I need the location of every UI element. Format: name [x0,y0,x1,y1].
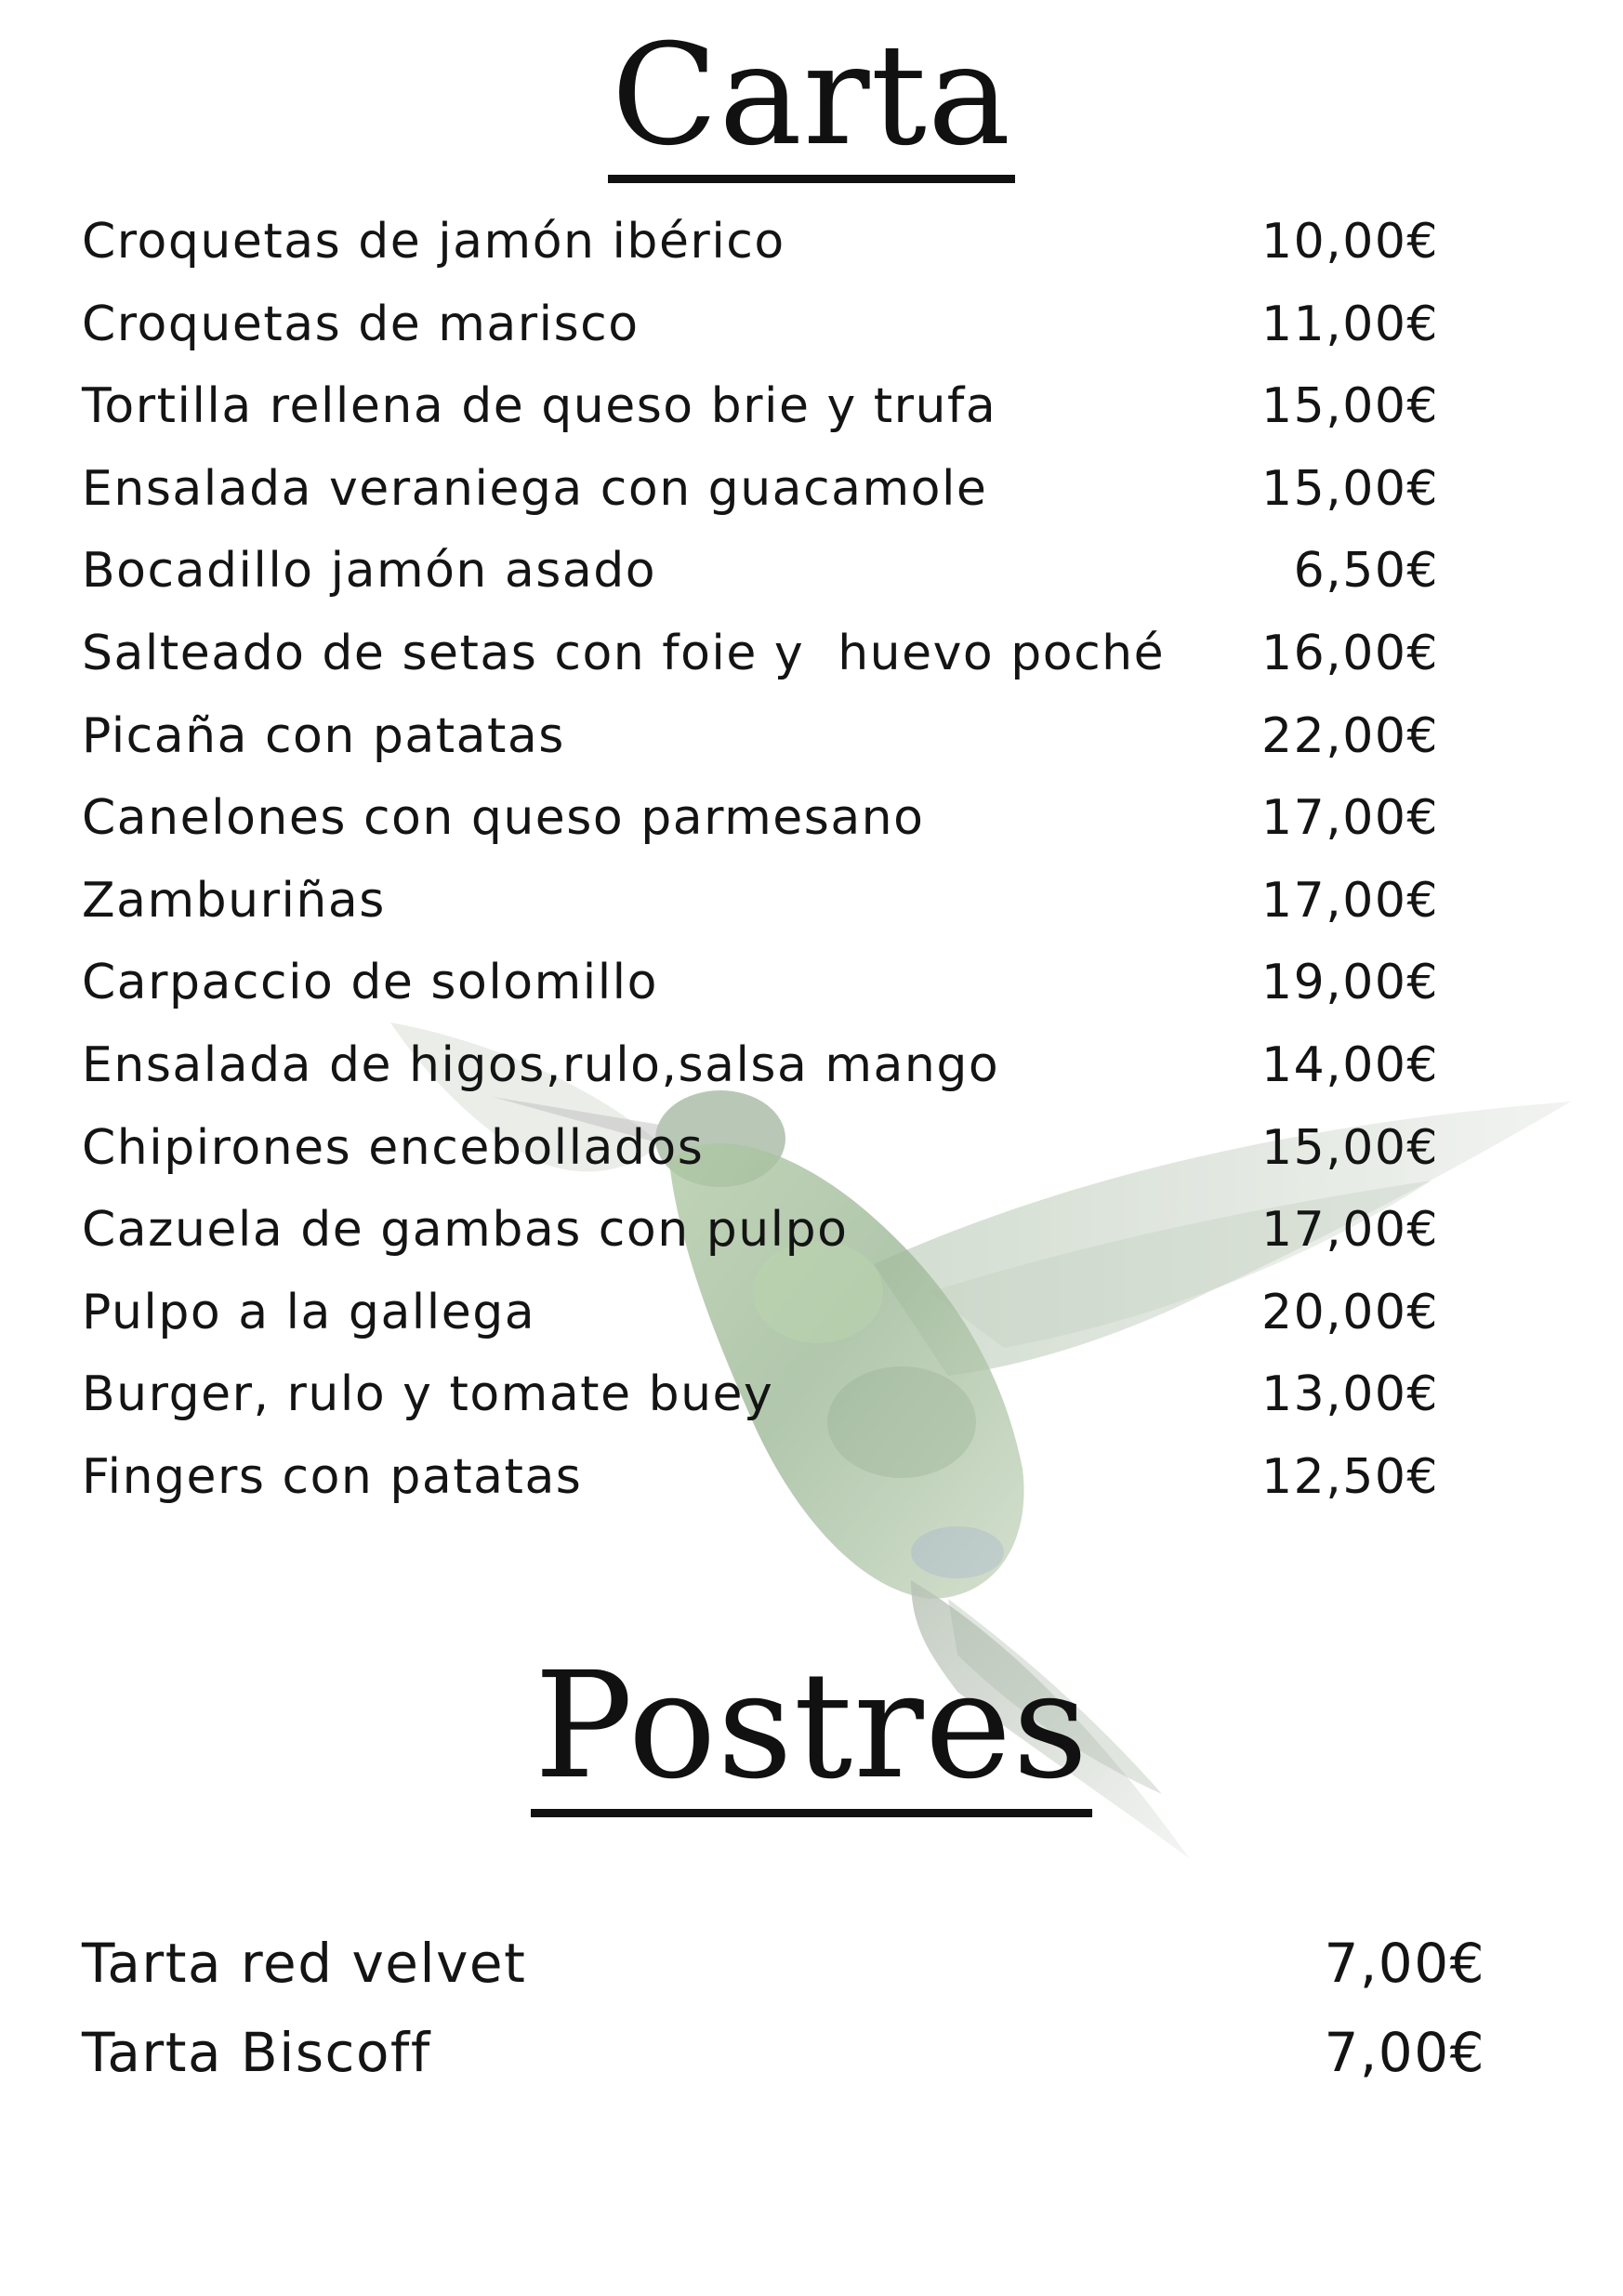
list-item [82,1926,1485,2015]
dish-price: 13,00€ [1261,1366,1439,1423]
dish-price: 14,00€ [1261,1036,1439,1093]
dish-name: Croquetas de jamón ibérico [82,214,785,270]
dish-price: 6,50€ [1293,543,1439,600]
dish-price: 20,00€ [1261,1284,1439,1340]
carta-list [82,212,1439,1530]
dish-price: 17,00€ [1261,790,1439,847]
list-item [82,2015,1485,2105]
list-item [82,1447,1439,1530]
dish-name: Zamburiñas [82,872,386,929]
list-item [82,788,1439,871]
dish-price: 15,00€ [1261,378,1439,435]
list-item [82,1118,1439,1201]
carta-title: Carta [608,26,1016,183]
list-item [82,1365,1439,1447]
dish-price: 16,00€ [1261,625,1439,681]
list-item [82,212,1439,295]
postres-list [82,1926,1485,2105]
carta-heading [0,15,1623,183]
dish-name: Tortilla rellena de queso brie y trufa [82,378,997,435]
dish-name: Chipirones encebollados [82,1119,705,1176]
dish-name: Canelones con queso parmesano [82,790,925,847]
dish-price: 17,00€ [1261,1202,1439,1259]
list-item [82,376,1439,459]
dessert-name: Tarta red velvet [82,1932,527,1995]
dish-name: Carpaccio de solomillo [82,955,658,1011]
dessert-price: 7,00€ [1324,2021,1485,2084]
list-item [82,541,1439,624]
dish-price: 15,00€ [1261,460,1439,517]
postres-title: Postres [531,1653,1093,1817]
dish-price: 19,00€ [1261,955,1439,1011]
dish-price: 12,50€ [1261,1448,1439,1505]
dish-name: Ensalada veraniega con guacamole [82,460,988,517]
dish-name: Ensalada de higos,rulo,salsa mango [82,1036,1000,1093]
list-item [82,624,1439,706]
list-item [82,459,1439,542]
list-item [82,953,1439,1036]
dish-price: 22,00€ [1261,707,1439,764]
list-item [82,1283,1439,1366]
list-item [82,871,1439,954]
dish-name: Salteado de setas con foie y huevo poché [82,625,1166,681]
dish-name: Burger, rulo y tomate buey [82,1366,774,1423]
dish-price: 17,00€ [1261,872,1439,929]
dish-price: 11,00€ [1261,296,1439,352]
list-item [82,1200,1439,1283]
list-item [82,706,1439,789]
postres-heading [0,1641,1623,1817]
dish-name: Cazuela de gambas con pulpo [82,1202,849,1259]
dessert-price: 7,00€ [1324,1932,1485,1995]
dish-name: Pulpo a la gallega [82,1284,536,1340]
list-item [82,1036,1439,1118]
dessert-name: Tarta Biscoff [82,2021,431,2084]
dish-name: Picaña con patatas [82,707,565,764]
dish-price: 10,00€ [1261,214,1439,270]
dish-name: Fingers con patatas [82,1448,583,1505]
list-item [82,295,1439,377]
dish-name: Croquetas de marisco [82,296,640,352]
dish-price: 15,00€ [1261,1119,1439,1176]
dish-name: Bocadillo jamón asado [82,543,657,600]
